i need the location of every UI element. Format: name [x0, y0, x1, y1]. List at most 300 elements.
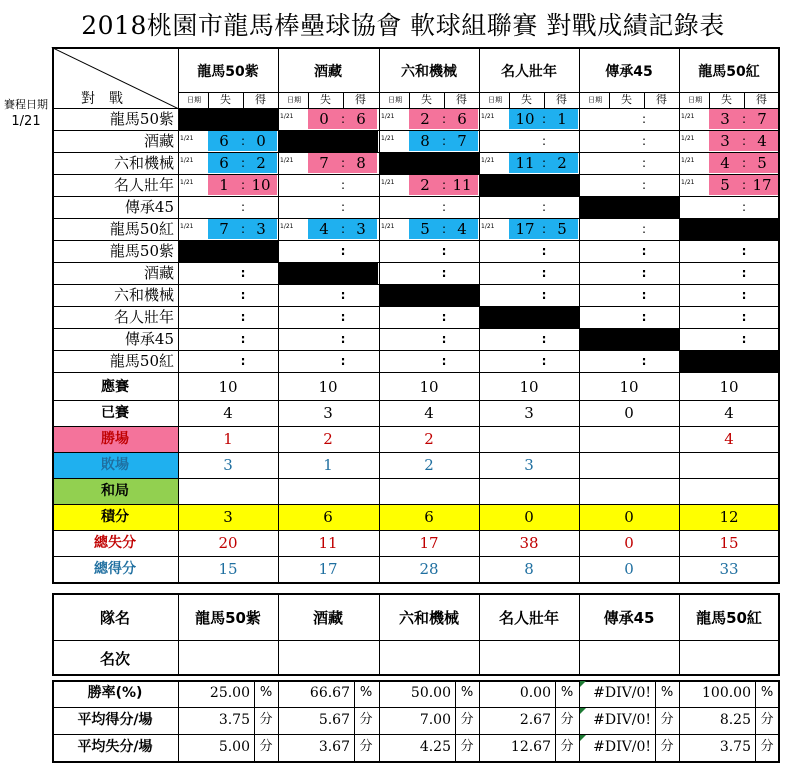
subheader-date: 日期 — [688, 96, 702, 104]
score-separator-empty: : — [641, 244, 647, 258]
subheader-get: 得 — [756, 93, 767, 106]
rate-unit: % — [560, 685, 574, 700]
score-separator: : — [340, 156, 346, 170]
score-separator-empty: : — [240, 310, 246, 324]
grid-line — [52, 761, 780, 763]
rate-unit: 分 — [660, 739, 674, 754]
score-separator: : — [741, 112, 747, 126]
score-lost: 2 — [420, 176, 430, 194]
grid-line — [479, 47, 480, 582]
diagonal-block — [278, 130, 378, 152]
rank-team-label: 隊名 — [99, 609, 130, 627]
score-get: 5 — [757, 154, 767, 172]
score-separator: : — [541, 112, 547, 126]
rate-value-avg_get: 5.67 — [318, 712, 350, 728]
score-separator: : — [441, 134, 447, 148]
match-date: 1/21 — [280, 223, 294, 230]
grid-line — [52, 218, 778, 219]
grid-line — [52, 240, 778, 241]
match-date — [581, 222, 609, 232]
score-lost — [611, 218, 639, 240]
rank-team-name-4: 傳承45 — [603, 609, 655, 627]
stat-value-total_lost: 11 — [318, 534, 338, 552]
score-separator-empty: : — [340, 310, 346, 324]
team-header-5: 龍馬50紅 — [698, 64, 760, 80]
match-date — [280, 178, 308, 188]
diagonal-block — [479, 306, 579, 328]
grid-line — [52, 196, 778, 197]
score-separator: : — [641, 134, 647, 148]
stat-value-total_get: 17 — [318, 560, 338, 578]
grid-line — [52, 530, 778, 531]
score-separator: : — [340, 178, 346, 192]
score-get: 1 — [557, 110, 567, 128]
diagonal-block — [379, 152, 479, 174]
score-separator: : — [541, 134, 547, 148]
match-date: 1/21 — [381, 135, 395, 142]
rate-label-avg_get: 平均得分/場 — [77, 712, 153, 728]
row-team-label: 名人壯年 — [113, 176, 174, 194]
score-separator-empty: : — [641, 288, 647, 302]
stat-value-total_get: 28 — [419, 560, 439, 578]
grid-line — [744, 92, 745, 108]
row-team-label-round2: 六和機械 — [113, 286, 174, 304]
stat-value-points: 0 — [524, 508, 534, 526]
match-date: 1/21 — [481, 223, 495, 230]
rank-position-label: 名次 — [99, 650, 130, 668]
grid-line — [52, 556, 778, 557]
score-lost: 2 — [420, 110, 430, 128]
match-date — [481, 134, 509, 144]
stat-value-losses — [579, 452, 679, 478]
score-get: 6 — [356, 110, 366, 128]
stat-value-ties — [679, 478, 779, 504]
score-separator: : — [240, 200, 246, 214]
rate-value-win_rate: #DIV/0! — [593, 685, 651, 701]
score-separator: : — [340, 200, 346, 214]
schedule-date-header: 賽程日期 — [4, 98, 48, 111]
score-lost — [511, 196, 539, 218]
score-separator: : — [240, 156, 246, 170]
stat-label-ties: 和局 — [101, 483, 129, 499]
score-get — [547, 196, 577, 218]
score-separator: : — [240, 134, 246, 148]
subheader-date: 日期 — [388, 96, 402, 104]
diagonal-block — [579, 328, 679, 350]
rate-value-avg_lost: #DIV/0! — [593, 739, 651, 755]
rank-position-2 — [379, 648, 479, 668]
score-get — [647, 108, 677, 130]
stat-value-total_lost: 15 — [719, 534, 739, 552]
rate-unit: 分 — [660, 712, 674, 727]
score-separator-empty: : — [741, 332, 747, 346]
score-separator-empty: : — [541, 332, 547, 346]
rank-team-name-0: 龍馬50紫 — [195, 609, 261, 627]
subheader-date: 日期 — [287, 96, 301, 104]
rate-unit: % — [660, 685, 674, 700]
rate-unit: 分 — [560, 739, 574, 754]
match-date: 1/21 — [180, 135, 194, 142]
rate-label-avg_lost: 平均失分/場 — [77, 739, 153, 755]
match-date: 1/21 — [180, 179, 194, 186]
stat-label-scheduled: 應賽 — [101, 379, 129, 395]
rate-value-avg_lost: 5.00 — [218, 739, 250, 755]
score-separator-empty: : — [741, 288, 747, 302]
grid-line — [52, 674, 780, 676]
stat-value-scheduled: 10 — [719, 378, 739, 396]
stat-value-scheduled: 10 — [619, 378, 639, 396]
score-get: 8 — [356, 154, 366, 172]
rate-value-avg_get: 3.75 — [218, 712, 250, 728]
team-header-2: 六和機械 — [401, 64, 457, 80]
diagonal-block — [178, 108, 278, 130]
score-separator-empty: : — [340, 288, 346, 302]
rank-team-name-2: 六和機械 — [398, 609, 459, 627]
score-lost: 5 — [420, 220, 430, 238]
rank-team-name-1: 酒藏 — [312, 609, 343, 627]
rank-position-3 — [479, 648, 579, 668]
score-separator: : — [441, 112, 447, 126]
rank-border-top — [52, 593, 778, 595]
score-separator-empty: : — [340, 244, 346, 258]
subheader-date: 日期 — [488, 96, 502, 104]
match-date: 1/21 — [381, 223, 395, 230]
rank-position-5 — [679, 648, 779, 668]
stat-value-wins: 4 — [724, 430, 734, 448]
table-border-right — [778, 47, 780, 582]
rate-unit: % — [460, 685, 474, 700]
score-separator: : — [240, 178, 246, 192]
diagonal-block — [679, 218, 779, 240]
grid-line — [52, 640, 778, 641]
subheader-get: 得 — [656, 93, 667, 106]
diagonal-block — [278, 262, 378, 284]
rate-unit: % — [760, 685, 774, 700]
rate-unit: % — [259, 685, 273, 700]
rate-value-avg_get: #DIV/0! — [593, 712, 651, 728]
grid-line — [709, 92, 710, 108]
stat-value-total_lost: 20 — [218, 534, 238, 552]
grid-line — [52, 400, 778, 401]
table-border-left — [52, 47, 54, 582]
score-lost: 10 — [515, 110, 535, 128]
match-date: 1/21 — [481, 113, 495, 120]
stat-value-scheduled: 10 — [318, 378, 338, 396]
subheader-get: 得 — [355, 93, 366, 106]
match-date: 1/21 — [381, 113, 395, 120]
subheader-lose: 失 — [421, 93, 432, 106]
grid-line — [52, 174, 778, 175]
rate-unit: 分 — [359, 712, 373, 727]
score-get: 7 — [457, 132, 467, 150]
score-get: 3 — [356, 220, 366, 238]
match-date — [581, 178, 609, 188]
rank-position-4 — [579, 648, 679, 668]
row-team-label: 酒藏 — [143, 132, 174, 150]
score-lost — [611, 174, 639, 196]
stat-label-total_get: 總得分 — [94, 561, 136, 577]
score-get: 6 — [457, 110, 467, 128]
score-separator: : — [741, 200, 747, 214]
row-team-label: 六和機械 — [113, 154, 174, 172]
stat-value-scheduled: 10 — [519, 378, 539, 396]
score-separator: : — [441, 200, 447, 214]
stat-value-wins — [479, 426, 579, 452]
score-separator-empty: : — [441, 244, 447, 258]
table-border-top — [52, 47, 778, 49]
stat-value-losses: 1 — [323, 456, 333, 474]
score-get: 10 — [251, 176, 271, 194]
match-date — [381, 200, 409, 210]
score-lost: 3 — [720, 110, 730, 128]
stat-value-played: 3 — [524, 404, 534, 422]
score-get: 3 — [256, 220, 266, 238]
table-border-bottom — [52, 582, 780, 584]
score-get: 4 — [757, 132, 767, 150]
stat-value-ties — [379, 478, 479, 504]
score-lost: 5 — [720, 176, 730, 194]
stat-value-wins: 1 — [223, 430, 233, 448]
score-lost — [511, 130, 539, 152]
row-team-label-round2: 龍馬50紅 — [109, 352, 174, 370]
rate-unit: 分 — [460, 712, 474, 727]
rate-unit: 分 — [259, 739, 273, 754]
stat-value-losses: 2 — [424, 456, 434, 474]
rate-label-win_rate: 勝率(%) — [87, 685, 143, 701]
match-date: 1/21 — [681, 157, 695, 164]
stat-value-total_get: 15 — [218, 560, 238, 578]
grid-line — [308, 92, 309, 108]
grid-line — [343, 92, 344, 108]
score-lost: 6 — [219, 132, 229, 150]
score-separator: : — [441, 222, 447, 236]
grid-line — [52, 452, 778, 453]
score-separator-empty: : — [441, 354, 447, 368]
score-separator: : — [541, 156, 547, 170]
stat-value-ties — [479, 478, 579, 504]
stat-value-played: 0 — [624, 404, 634, 422]
rate-value-win_rate: 66.67 — [309, 685, 350, 701]
score-separator-empty: : — [441, 310, 447, 324]
score-separator-empty: : — [240, 332, 246, 346]
rank-team-name-3: 名人壯年 — [498, 609, 559, 627]
score-lost: 17 — [515, 220, 535, 238]
score-lost: 4 — [319, 220, 329, 238]
team-header-0: 龍馬50紫 — [197, 64, 259, 80]
subheader-get: 得 — [556, 93, 567, 106]
diagonal-block — [178, 240, 278, 262]
score-get: 4 — [457, 220, 467, 238]
rate-unit: 分 — [259, 712, 273, 727]
score-separator: : — [541, 222, 547, 236]
score-separator: : — [441, 178, 447, 192]
rate-unit: 分 — [760, 739, 774, 754]
score-separator-empty: : — [641, 310, 647, 324]
row-team-label: 龍馬50紅 — [109, 220, 174, 238]
rank-team-name-5: 龍馬50紅 — [696, 609, 762, 627]
score-lost — [611, 108, 639, 130]
stat-value-scheduled: 10 — [218, 378, 238, 396]
match-date: 1/21 — [681, 179, 695, 186]
score-get — [647, 130, 677, 152]
stat-value-ties — [579, 478, 679, 504]
score-separator-empty: : — [641, 354, 647, 368]
score-separator: : — [741, 156, 747, 170]
stat-value-played: 4 — [724, 404, 734, 422]
row-team-label: 傳承45 — [124, 198, 174, 216]
score-separator-empty: : — [340, 332, 346, 346]
row-team-label: 龍馬50紫 — [109, 110, 174, 128]
stat-value-points: 0 — [624, 508, 634, 526]
score-separator-empty: : — [240, 266, 246, 280]
error-marker-icon — [580, 735, 586, 741]
stat-value-losses: 3 — [223, 456, 233, 474]
score-get — [246, 196, 276, 218]
rate-value-avg_lost: 3.75 — [719, 739, 751, 755]
grid-line — [278, 47, 279, 582]
stat-label-points: 積分 — [101, 509, 129, 525]
stat-label-total_lost: 總失分 — [94, 535, 136, 551]
score-get — [547, 130, 577, 152]
match-date — [581, 156, 609, 166]
stat-label-wins: 勝場 — [101, 431, 129, 447]
score-lost — [611, 152, 639, 174]
score-separator: : — [641, 222, 647, 236]
rate-value-avg_lost: 3.67 — [318, 739, 350, 755]
label-divider — [178, 47, 179, 582]
score-get: 7 — [757, 110, 767, 128]
score-separator-empty: : — [741, 310, 747, 324]
stat-value-scheduled: 10 — [419, 378, 439, 396]
match-date: 1/21 — [280, 157, 294, 164]
grid-line — [52, 478, 778, 479]
match-date — [581, 112, 609, 122]
stat-value-points: 12 — [719, 508, 739, 526]
score-separator-empty: : — [240, 288, 246, 302]
subheader-date: 日期 — [187, 96, 201, 104]
subheader-lose: 失 — [521, 93, 532, 106]
subheader-lose: 失 — [220, 93, 231, 106]
stat-value-points: 6 — [424, 508, 434, 526]
grid-line — [444, 92, 445, 108]
score-get — [647, 152, 677, 174]
score-separator-empty: : — [541, 244, 547, 258]
match-date: 1/21 — [481, 157, 495, 164]
row-team-label-round2: 名人壯年 — [113, 308, 174, 326]
score-separator-empty: : — [541, 288, 547, 302]
grid-line — [544, 92, 545, 108]
row-team-label-round2: 龍馬50紫 — [109, 242, 174, 260]
subheader-lose: 失 — [621, 93, 632, 106]
stat-value-points: 3 — [223, 508, 233, 526]
match-date — [681, 200, 709, 210]
grid-line — [52, 328, 778, 329]
grid-line — [52, 426, 778, 427]
rank-position-1 — [278, 648, 378, 668]
score-lost — [711, 196, 739, 218]
stat-value-losses: 3 — [524, 456, 534, 474]
score-separator-empty: : — [441, 266, 447, 280]
grid-line — [409, 92, 410, 108]
match-date: 1/21 — [180, 223, 194, 230]
grid-line — [379, 47, 380, 582]
match-date: 1/21 — [681, 135, 695, 142]
rate-value-win_rate: 25.00 — [209, 685, 250, 701]
score-separator-empty: : — [541, 266, 547, 280]
stat-value-played: 3 — [323, 404, 333, 422]
subheader-lose: 失 — [320, 93, 331, 106]
stat-value-wins — [579, 426, 679, 452]
stat-value-total_lost: 17 — [419, 534, 439, 552]
score-get: 2 — [256, 154, 266, 172]
match-date: 1/21 — [681, 113, 695, 120]
score-lost: 6 — [219, 154, 229, 172]
team-header-1: 酒藏 — [314, 64, 342, 80]
diagonal-block — [679, 350, 779, 372]
subheader-get: 得 — [255, 93, 266, 106]
score-lost: 4 — [720, 154, 730, 172]
score-separator: : — [741, 134, 747, 148]
score-get — [647, 174, 677, 196]
match-date: 1/21 — [180, 157, 194, 164]
row-team-label-round2: 酒藏 — [143, 264, 174, 282]
stat-value-ties — [178, 478, 278, 504]
score-lost: 11 — [515, 154, 535, 172]
rate-unit: % — [359, 685, 373, 700]
score-separator: : — [641, 112, 647, 126]
subheader-bottom — [52, 108, 778, 109]
stat-value-wins: 2 — [323, 430, 333, 448]
grid-line — [243, 92, 244, 108]
diagonal-block — [579, 196, 679, 218]
stat-value-wins: 2 — [424, 430, 434, 448]
grid-line — [208, 92, 209, 108]
rate-value-avg_get: 8.25 — [719, 712, 751, 728]
score-lost: 0 — [319, 110, 329, 128]
match-date — [581, 134, 609, 144]
stat-value-total_get: 0 — [624, 560, 634, 578]
schedule-date-value: 1/21 — [11, 114, 41, 129]
score-get: 5 — [557, 220, 567, 238]
score-separator-empty: : — [741, 266, 747, 280]
stat-label-losses: 敗場 — [101, 457, 129, 473]
match-date — [481, 200, 509, 210]
rate-value-avg_get: 2.67 — [519, 712, 551, 728]
diagonal-block — [479, 174, 579, 196]
grid-line — [509, 92, 510, 108]
grid-line — [679, 47, 680, 582]
stat-value-losses — [679, 452, 779, 478]
team-header-4: 傳承45 — [605, 64, 653, 80]
score-get: 0 — [256, 132, 266, 150]
stat-value-total_get: 33 — [719, 560, 739, 578]
score-lost: 7 — [319, 154, 329, 172]
score-separator-empty: : — [641, 266, 647, 280]
error-marker-icon — [580, 708, 586, 714]
match-date — [280, 200, 308, 210]
subheader-date: 日期 — [588, 96, 602, 104]
grid-line — [52, 130, 778, 131]
rate-unit: 分 — [560, 712, 574, 727]
stat-value-total_lost: 0 — [624, 534, 634, 552]
rate-value-win_rate: 100.00 — [702, 685, 751, 701]
score-separator-empty: : — [741, 244, 747, 258]
score-lost: 1 — [219, 176, 229, 194]
rate-unit: 分 — [460, 739, 474, 754]
rate-unit: 分 — [760, 712, 774, 727]
subheader-top — [178, 92, 778, 93]
score-lost: 8 — [420, 132, 430, 150]
